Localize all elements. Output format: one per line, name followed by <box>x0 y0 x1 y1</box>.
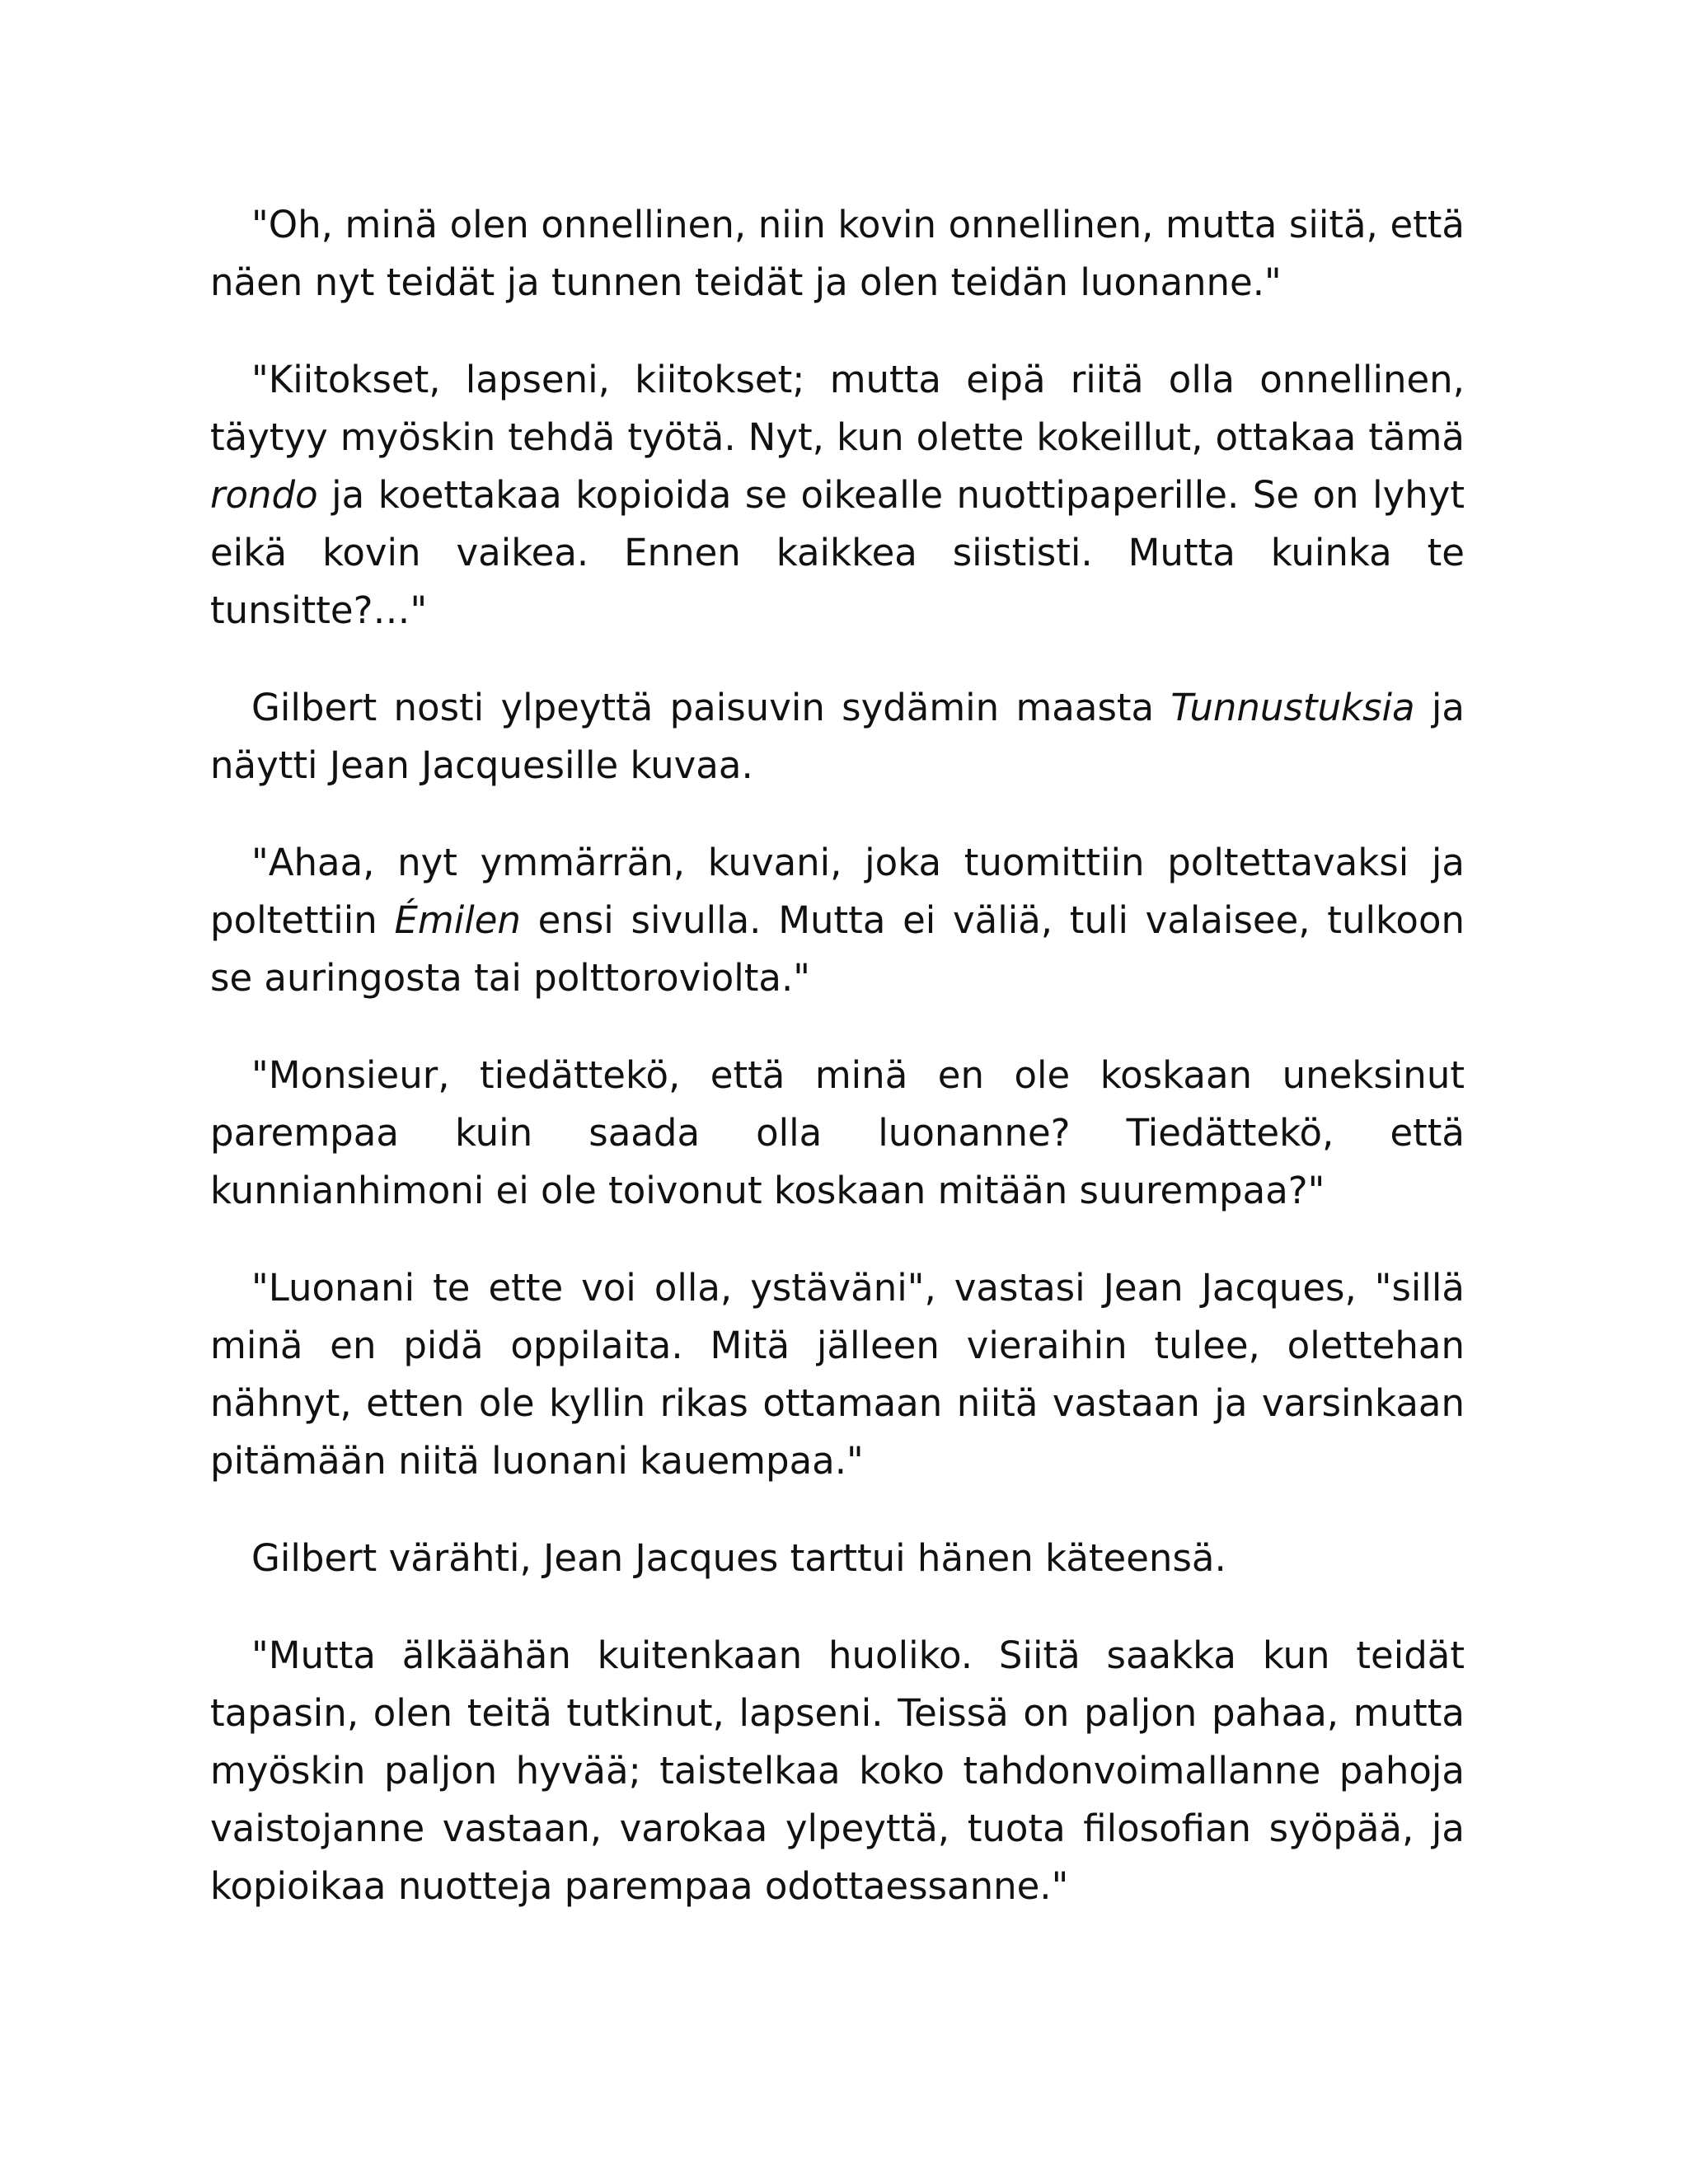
text-run: "Luonani te ette voi olla, ystäväni", vastasi Jean Jacques, "sillä minä en pidä oppilaita. Mitä jälleen vieraihin tulee, olettehan nähnyt, etten ole kyllin rikas ottamaan niitä vastaan ja varsinkaan pitämään niitä luonani kauempaa." <box>210 1266 1465 1483</box>
paragraph <box>210 1627 1465 1915</box>
italic-title: Émilen <box>394 898 521 942</box>
text-run: ja koettakaa kopioida se oikealle nuottipaperille. Se on lyhyt eikä kovin vaikea. Ennen kaikkea siististi. Mutta kuinka te tunsitte?…" <box>210 473 1465 632</box>
italic-title: Tunnustuksia <box>1170 686 1415 729</box>
italic-title: rondo <box>210 473 318 517</box>
text-run: ja näytti Jean Jacquesille kuvaa. <box>210 686 1465 787</box>
paragraph <box>210 1047 1465 1220</box>
text-run: "Ahaa, nyt ymmärrän, kuvani, joka tuomittiin poltettavaksi ja poltettiin <box>210 841 1465 942</box>
text-run: "Kiitokset, lapseni, kiitokset; mutta eipä riitä olla onnellinen, täytyy myöskin tehdä työtä. Nyt, kun olette kokeillut, ottakaa tämä <box>210 358 1465 459</box>
paragraph <box>210 1530 1465 1587</box>
document-body <box>210 196 1465 1955</box>
paragraph <box>210 679 1465 794</box>
paragraph <box>210 1259 1465 1490</box>
text-run: ensi sivulla. Mutta ei väliä, tuli valaisee, tulkoon se auringosta tai polttoroviolta." <box>210 898 1465 1000</box>
text-run: "Oh, minä olen onnellinen, niin kovin onnellinen, mutta siitä, että näen nyt teidät ja tunnen teidät ja olen teidän luonanne." <box>210 203 1465 304</box>
text-run: "Mutta älkäähän kuitenkaan huoliko. Siitä saakka kun teidät tapasin, olen teitä tutkinut, lapseni. Teissä on paljon pahaa, mutta myöskin paljon hyvää; taistelkaa koko tahdonvoimallanne pahoja vaistojanne vastaan, varokaa ylpeyttä, tuota filosofian syöpää, ja kopioikaa nuotteja parempaa odottaessanne." <box>210 1633 1465 1908</box>
text-run: Gilbert värähti, Jean Jacques tarttui hänen käteensä. <box>251 1536 1226 1580</box>
text-run: Gilbert nosti ylpeyttä paisuvin sydämin maasta <box>251 686 1171 729</box>
text-run: "Monsieur, tiedättekö, että minä en ole koskaan uneksinut parempaa kuin saada olla luonanne? Tiedättekö, että kunnianhimoni ei ole toivonut koskaan mitään suurempaa?" <box>210 1053 1465 1212</box>
paragraph <box>210 834 1465 1007</box>
paragraph <box>210 351 1465 640</box>
paragraph <box>210 196 1465 312</box>
